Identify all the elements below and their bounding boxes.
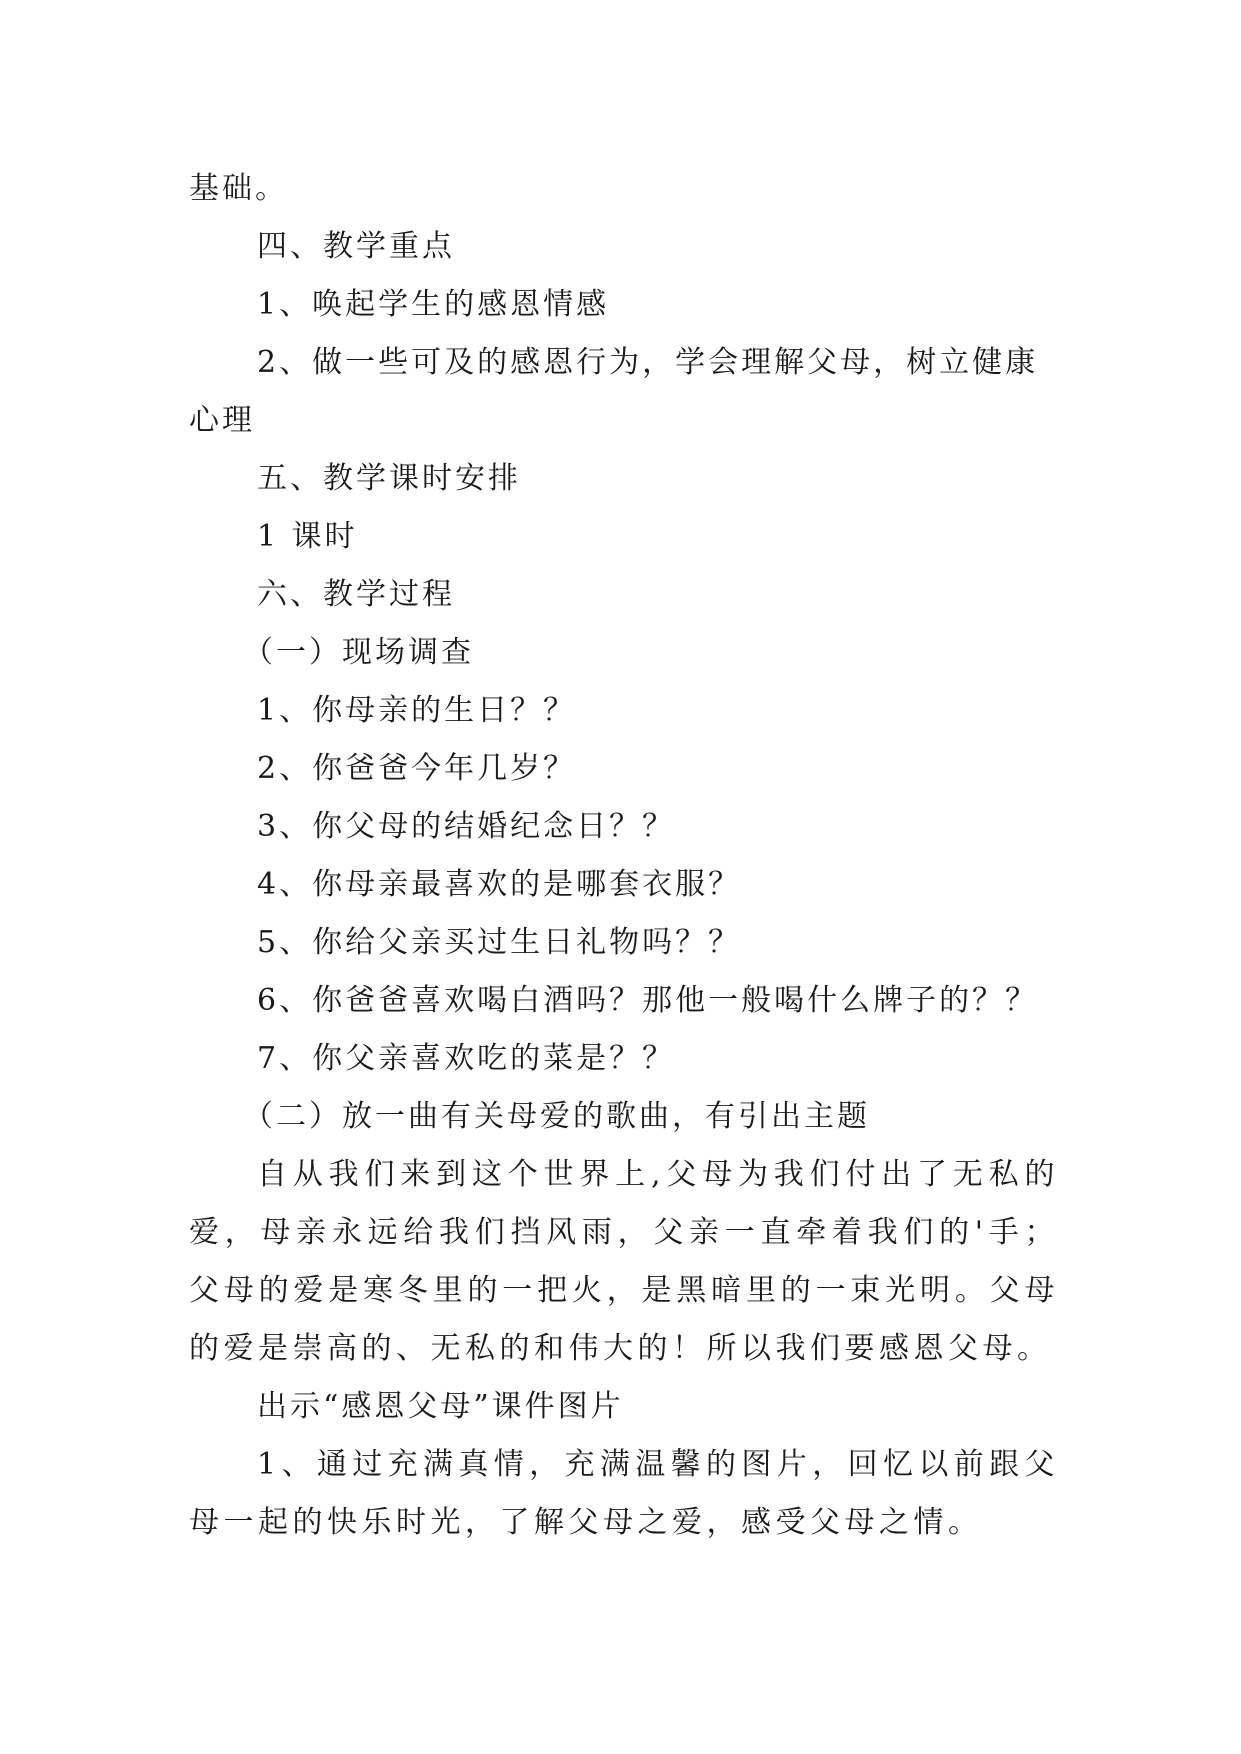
survey-question: 1、你母亲的生日？？ — [257, 693, 577, 728]
survey-question: 5、你给父亲买过生日礼物吗？？ — [257, 925, 742, 960]
survey-question: 3、你父母的结婚纪念日？？ — [257, 809, 676, 844]
section-heading-5: 五、教学课时安排 — [257, 461, 521, 496]
paragraph-parents-love: 自从我们来到这个世界上,父母为我们付出了无私的爱，母亲永远给我们挡风雨，父亲一直牵着我们的'手；父母的爱是寒冬里的一把火，是黑暗里的一束光明。父母的爱是崇高的、无私的和伟大的！所以我们要感恩父母。 — [189, 1157, 1059, 1366]
document-body — [189, 160, 1059, 1552]
text-line: 2、做一些可及的感恩行为，学会理解父母，树立健康 — [257, 345, 1039, 380]
text-line: 1 课时 — [257, 519, 358, 554]
paragraph-pictures: 1、通过充满真情，充满温馨的图片，回忆以前跟父母一起的快乐时光，了解父母之爱，感受父母之情。 — [189, 1447, 1059, 1540]
subsection-heading-2: （二）放一曲有关母爱的歌曲，有引出主题 — [243, 1099, 870, 1134]
subsection-heading-1: （一）现场调查 — [243, 635, 474, 670]
text-line: 基础。 — [189, 171, 288, 206]
section-heading-4: 四、教学重点 — [257, 229, 455, 264]
survey-question: 2、你爸爸今年几岁？ — [257, 751, 577, 786]
text-line: 心理 — [189, 403, 255, 438]
text-line: 出示“感恩父母”课件图片 — [257, 1389, 624, 1424]
survey-question: 4、你母亲最喜欢的是哪套衣服？ — [257, 867, 742, 902]
text-line: 1、唤起学生的感恩情感 — [257, 287, 610, 322]
section-heading-6: 六、教学过程 — [257, 577, 455, 612]
survey-question: 6、你爸爸喜欢喝白酒吗？那他一般喝什么牌子的？？ — [257, 983, 1039, 1018]
survey-question: 7、你父亲喜欢吃的菜是？？ — [257, 1041, 676, 1076]
